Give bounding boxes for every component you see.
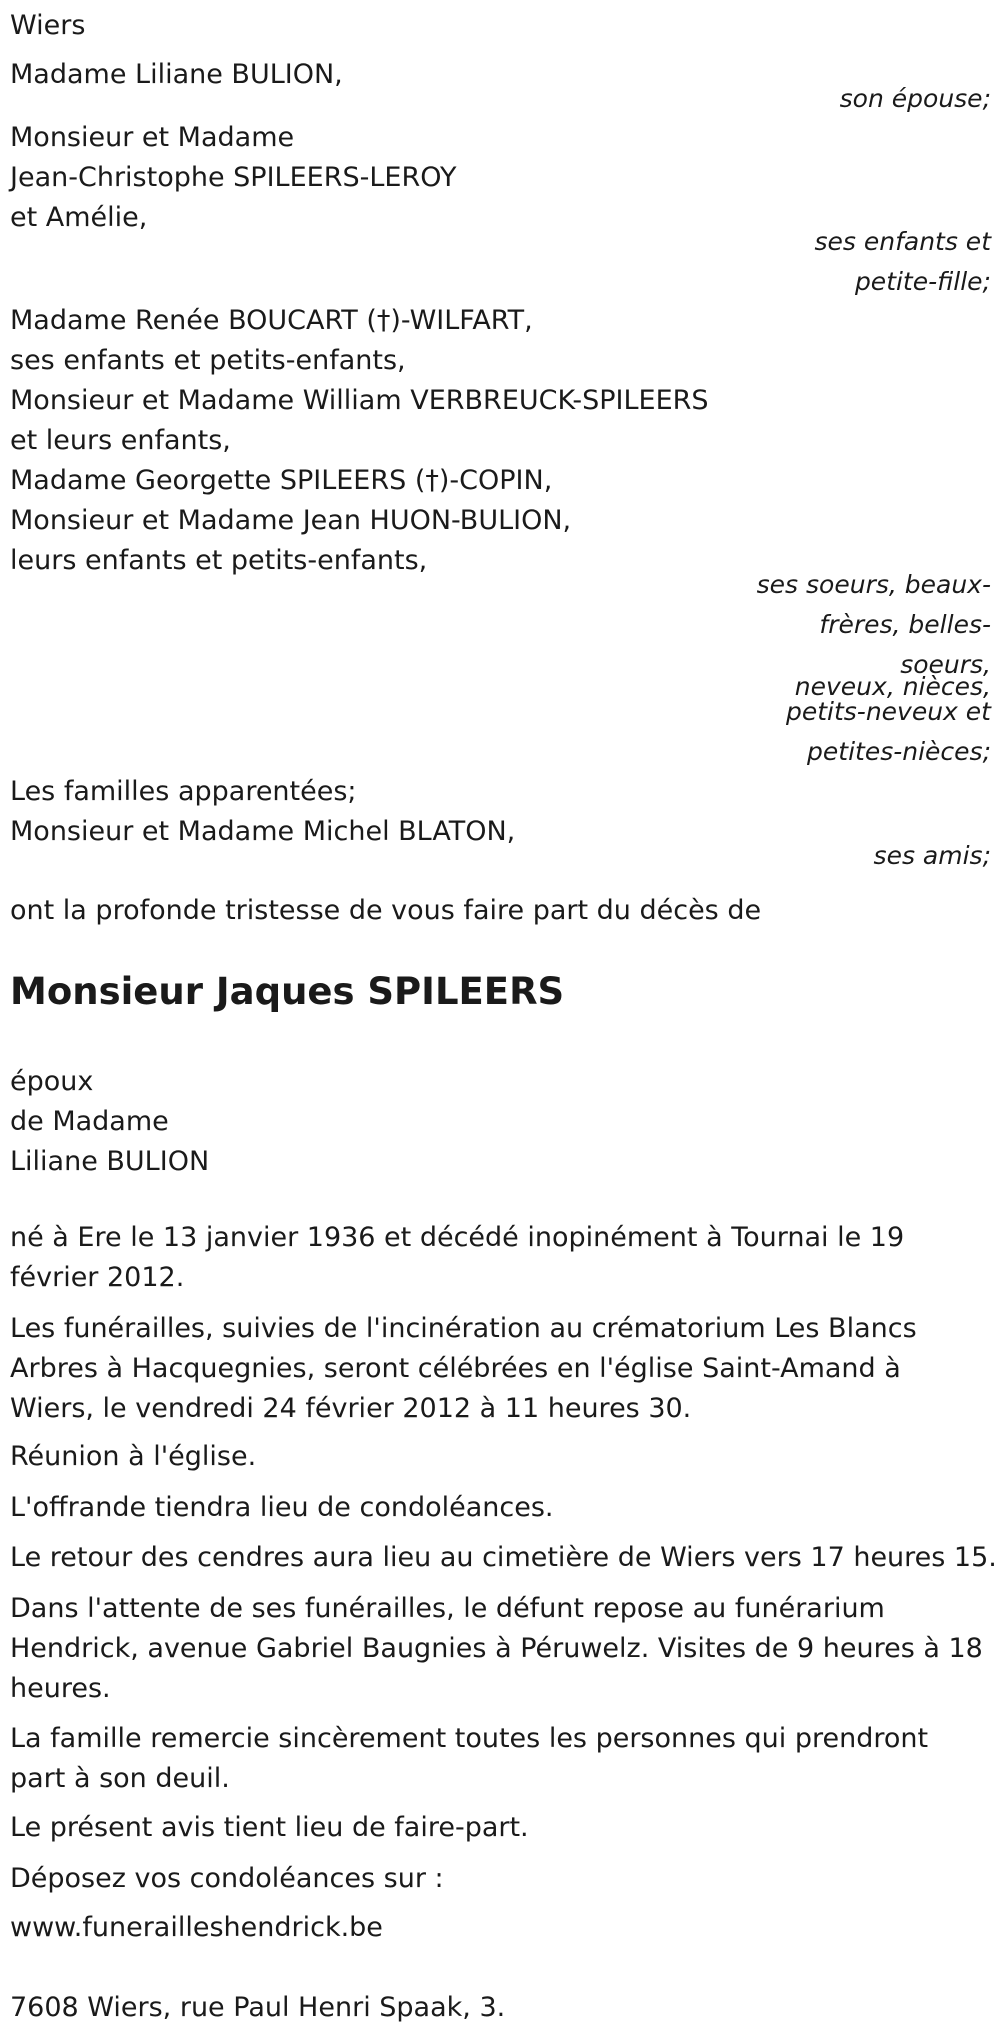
notice-text: Le présent avis tient lieu de faire-part. bbox=[10, 1812, 529, 1843]
siblings-line-3: Monsieur et Madame William VERBREUCK-SPILEERS bbox=[10, 385, 709, 416]
website-link[interactable]: www.funerailleshendrick.be bbox=[10, 1912, 383, 1943]
meeting-text: Réunion à l'église. bbox=[10, 1441, 257, 1472]
siblings-line-1: Madame Renée BOUCART (†)-WILFART, bbox=[10, 305, 533, 336]
families-line: Les familles apparentées; bbox=[10, 776, 357, 807]
thanks-text: La famille remercie sincèrement toutes les personnes qui prendront part à son deuil. bbox=[10, 1723, 929, 1794]
condolences-label: Déposez vos condoléances sur : bbox=[10, 1863, 444, 1894]
siblings-line-6: Monsieur et Madame Jean HUON-BULION, bbox=[10, 505, 572, 536]
friends-role: ses amis; bbox=[873, 841, 991, 870]
funeral-text: Les funérailles, suivies de l'incinération au crématorium Les Blancs Arbres à Hacquegnies, seront célébrées en l'église Saint-Amand à Wiers, le vendredi 24 février 2012 à 11 heures 30. bbox=[10, 1313, 917, 1424]
rest-text: Dans l'attente de ses funérailles, le défunt repose au funérarium Hendrick, avenue Gabriel Baugnies à Péruwelz. Visites de 9 heures à 18 heures. bbox=[10, 1593, 983, 1704]
spouse-name: Madame Liliane BULION, bbox=[10, 59, 343, 90]
siblings-role-line-3: soeurs, bbox=[900, 650, 991, 679]
address-text: 7608 Wiers, rue Paul Henri Spaak, 3. bbox=[10, 1992, 506, 2023]
friends-name: Monsieur et Madame Michel BLATON, bbox=[10, 816, 516, 847]
siblings-line-4: et leurs enfants, bbox=[10, 425, 231, 456]
deceased-name: Monsieur Jaques SPILEERS bbox=[10, 970, 565, 1013]
siblings-line-2: ses enfants et petits-enfants, bbox=[10, 345, 406, 376]
relation-line-2: de Madame bbox=[10, 1106, 169, 1137]
ashes-text: Le retour des cendres aura lieu au cimetière de Wiers vers 17 heures 15. bbox=[10, 1542, 997, 1573]
children-role-line-2: petite-fille; bbox=[854, 267, 991, 296]
announcement-text: ont la profonde tristesse de vous faire part du décès de bbox=[10, 895, 762, 926]
relation-line-3: Liliane BULION bbox=[10, 1146, 210, 1177]
siblings-role-line-6: petites-nièces; bbox=[807, 737, 991, 766]
birth-death-text: né à Ere le 13 janvier 1936 et décédé inopinément à Tournai le 19 février 2012. bbox=[10, 1222, 905, 1293]
siblings-role-line-2: frères, belles- bbox=[819, 610, 991, 639]
siblings-role-line-5: petits-neveux et bbox=[785, 697, 991, 726]
spouse-role: son épouse; bbox=[839, 84, 991, 113]
children-line-3: et Amélie, bbox=[10, 202, 148, 233]
relation-line-1: époux bbox=[10, 1066, 94, 1097]
siblings-role-line-4: neveux, nièces, bbox=[794, 672, 991, 701]
siblings-line-5: Madame Georgette SPILEERS (†)-COPIN, bbox=[10, 465, 553, 496]
offering-text: L'offrande tiendra lieu de condoléances. bbox=[10, 1492, 554, 1523]
children-line-2: Jean-Christophe SPILEERS-LEROY bbox=[10, 162, 457, 193]
children-line-1: Monsieur et Madame bbox=[10, 122, 295, 153]
siblings-role-line-1: ses soeurs, beaux- bbox=[756, 570, 991, 599]
location-heading: Wiers bbox=[10, 10, 86, 41]
children-role-line-1: ses enfants et bbox=[814, 227, 991, 256]
siblings-line-7: leurs enfants et petits-enfants, bbox=[10, 545, 428, 576]
